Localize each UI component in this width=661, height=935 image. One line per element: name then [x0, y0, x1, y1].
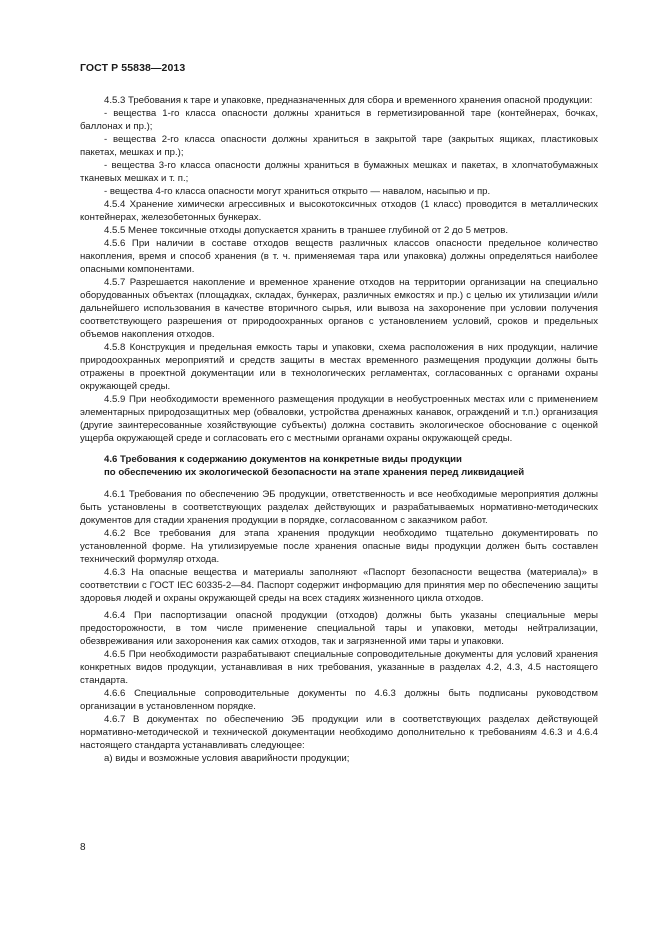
paragraph-4-6-6: 4.6.6 Специальные сопроводительные документы по 4.6.3 должны быть подписаны руководством организации в установленном порядке.: [80, 688, 598, 712]
document-body: [80, 94, 598, 765]
list-item-class-4: - вещества 4-го класса опасности могут храниться открыто — навалом, насыпью и пр.: [104, 186, 491, 197]
paragraph-4-6-5: 4.6.5 При необходимости разрабатывают специальные сопроводительные документы для условий хранения конкретных видов продукции, устанавливая в них требования, указанные в разделах 4.2, 4.3, 4.5 настоящего стандарта.: [80, 649, 598, 686]
paragraph-4-5-6: 4.5.6 При наличии в составе отходов веществ различных классов опасности предельное количество накопления, время и способ хранения (в т. ч. применяемая тара или упаковка) должны определяться наиболее опасными компонентами.: [80, 238, 598, 275]
paragraph-4-6-4: 4.6.4 При паспортизации опасной продукции (отходов) должны быть указаны специальные меры предосторожности, в том числе применение специальной тары и упаковки, методы нейтрализации, обезвреживания или захоронения как самих отходов, так и загрязненной ими тары и упаковки.: [80, 610, 598, 647]
paragraph-4-5-5: 4.5.5 Менее токсичные отходы допускается хранить в траншее глубиной от 2 до 5 метров.: [104, 225, 509, 236]
section-heading-line-1: 4.6 Требования к содержанию документов на конкретные виды продукции: [104, 454, 462, 465]
paragraph-4-5-4: 4.5.4 Хранение химически агрессивных и высокотоксичных отходов (1 класс) проводится в металлических контейнерах, железобетонных бункерах.: [80, 199, 598, 223]
section-heading-4-6: [80, 453, 598, 479]
paragraph-4-5-3: 4.5.3 Требования к таре и упаковке, предназначенных для сбора и временного хранения опасной продукции:: [104, 95, 593, 106]
list-item-class-2: - вещества 2-го класса опасности должны храниться в закрытой таре (закрытых ящиках, пластиковых пакетах, мешках и пр.);: [80, 134, 598, 158]
list-item-class-3: - вещества 3-го класса опасности должны храниться в бумажных мешках и пакетах, в хлопчатобумажных тканевых мешках и т. п.;: [80, 160, 598, 184]
paragraph-4-6-1: 4.6.1 Требования по обеспечению ЭБ продукции, ответственность и все необходимые мероприятия должны быть установлены в соответствующих разделах действующих и разрабатываемых нормативно-методических документов для стадии хранения продукции в порядке, согласованном с заказчиком работ.: [80, 489, 598, 526]
paragraph-4-5-9: 4.5.9 При необходимости временного размещения продукции в необустроенных местах или с применением элементарных природозащитных мер (обваловки, устройства дренажных канавок, ограждений и т.п.) организация (другие заинтересованные хозяйствующие субъекты) должна составить экологическое обоснование с оценкой ущерба окружающей среде и согласовать его с местными органами охраны окружающей среды.: [80, 394, 598, 444]
paragraph-4-6-3: 4.6.3 На опасные вещества и материалы заполняют «Паспорт безопасности вещества (материала)» в соответствии с ГОСТ IEC 60335-2—84. Паспорт содержит информацию для принятия мер по обеспечению защиты здоровья людей и охраны окружающей среды на всех стадиях жизненного цикла отходов.: [80, 567, 598, 604]
list-item-a: а) виды и возможные условия аварийности продукции;: [104, 753, 350, 764]
document-header: ГОСТ Р 55838—2013: [80, 62, 186, 74]
list-item-class-1: - вещества 1-го класса опасности должны храниться в герметизированной таре (контейнерах, бочках, баллонах и пр.);: [80, 108, 598, 132]
paragraph-4-6-2: 4.6.2 Все требования для этапа хранения продукции необходимо тщательно документировать по установленной форме. На утилизируемые после хранения опасные виды продукции должен быть составлен технический формуляр отхода.: [80, 528, 598, 565]
page-number: 8: [80, 842, 86, 853]
paragraph-4-5-7: 4.5.7 Разрешается накопление и временное хранение отходов на территории организации на специально оборудованных объектах (площадках, складах, бункерах, различных емкостях и пр.) с целью их утилизации и/или дальнейшего использования в качестве вторичного сырья, или вывоза на захоронение при условии получения соответствующего разрешения от природоохранных органов с установлением условий, сроков и предельных объемов накопления отходов.: [80, 277, 598, 340]
paragraph-4-5-8: 4.5.8 Конструкция и предельная емкость тары и упаковки, схема расположения в них продукции, наличие природоохранных мероприятий и средств защиты в местах временного размещения продукции должны быть отражены в проектной документации или в технологических регламентах, согласованных с органами охраны окружающей среды.: [80, 342, 598, 392]
section-heading-line-2: по обеспечению их экологической безопасности на этапе хранения перед ликвидацией: [104, 467, 525, 478]
paragraph-4-6-7: 4.6.7 В документах по обеспечению ЭБ продукции или в соответствующих разделах действующей нормативно-методической и технической документации необходимо дополнительно к требованиям 4.6.3 и 4.6.4 настоящего стандарта устанавливать следующее:: [80, 714, 598, 751]
